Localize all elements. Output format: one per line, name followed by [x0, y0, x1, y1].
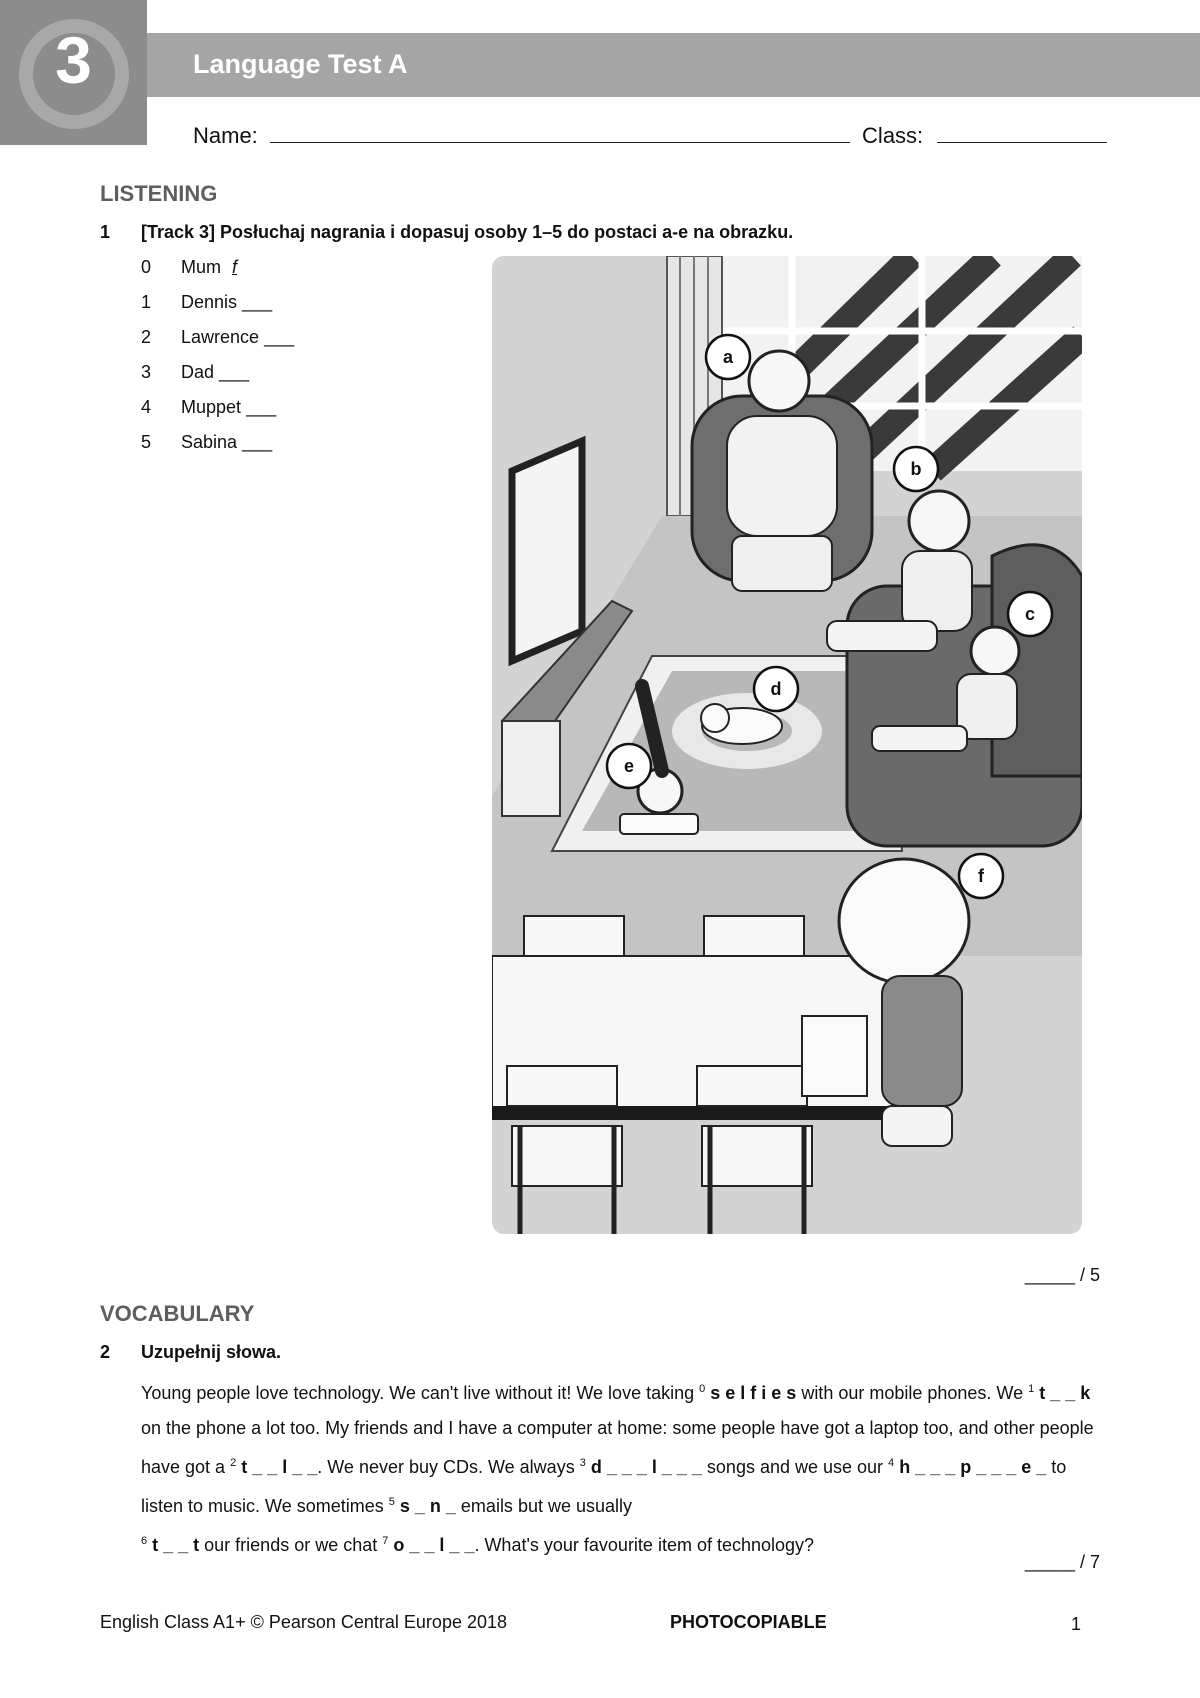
gap-word-6[interactable]: t _ _ t	[152, 1535, 200, 1555]
class-label: Class:	[862, 123, 924, 148]
gap-word-7[interactable]: o _ _ l _ _	[393, 1535, 475, 1555]
list-item: 0 Mum f	[141, 257, 243, 278]
answer-blank[interactable]: ___	[242, 292, 273, 312]
svg-text:d: d	[770, 679, 782, 699]
answer-blank[interactable]: ___	[246, 397, 277, 417]
list-item: 3 Dad ___	[141, 362, 250, 382]
picture-label-e	[607, 744, 651, 788]
picture-label-c	[1008, 592, 1052, 636]
page-number: 1	[1071, 1614, 1082, 1634]
name-label: Name:	[193, 123, 258, 148]
gap-word-3[interactable]: d _ _ _ l _ _ _	[590, 1457, 702, 1477]
gap-word-1[interactable]: t _ _ k	[1039, 1383, 1091, 1403]
living-room-illustration	[492, 256, 1082, 1234]
picture-label-b	[894, 447, 938, 491]
task-1-number: 1	[100, 222, 111, 242]
answer-blank[interactable]: ___	[219, 362, 250, 382]
picture-label-d	[754, 667, 798, 711]
task-2-number: 2	[100, 1342, 111, 1362]
unit-badge	[0, 0, 147, 145]
svg-text:f: f	[978, 866, 984, 886]
list-item: 2 Lawrence ___	[141, 327, 295, 347]
page-title: Language Test A	[193, 49, 408, 79]
title-bar	[147, 33, 1200, 97]
list-item: 4 Muppet ___	[141, 397, 277, 417]
answer-blank[interactable]: ___	[242, 432, 273, 452]
unit-number: 3	[55, 23, 92, 97]
answer-blank[interactable]: ___	[264, 327, 295, 347]
task-2-instruction: Uzupełnij słowa.	[141, 1342, 282, 1362]
listening-heading: LISTENING	[100, 181, 218, 206]
name-class-row	[193, 122, 1107, 149]
gap-word-0: s e l f i e s	[710, 1383, 797, 1403]
listening-score: _____ / 5	[1024, 1265, 1100, 1285]
vocabulary-heading: VOCABULARY	[100, 1301, 255, 1326]
svg-text:a: a	[722, 347, 734, 367]
name-field[interactable]	[270, 122, 850, 143]
list-item: 5 Sabina ___	[141, 432, 273, 452]
gap-word-4[interactable]: h _ _ _ p _ _ _ e _	[899, 1457, 1047, 1477]
svg-text:c: c	[1024, 604, 1036, 624]
example-answer: f	[232, 257, 238, 277]
class-field[interactable]	[937, 122, 1107, 143]
task-1-instruction: [Track 3] Posłuchaj nagrania i dopasuj osoby 1–5 do postaci a-e na obrazku.	[141, 222, 794, 242]
list-item: 1 Dennis ___	[141, 292, 273, 312]
footer-copyright: English Class A1+ © Pearson Central Europe 2018	[100, 1612, 508, 1632]
vocabulary-score: _____ / 7	[1024, 1552, 1100, 1572]
picture-label-a	[706, 335, 750, 379]
gap-fill-paragraph: Young people love technology. We can't live without it! We love taking $^0$ s e l f i e s with our mobile phones. We $^1$ t _ _ k on the phone a lot too. My friends and I have a computer at home: some people have got a laptop too, and other people have got a $^2$ t _ _ l _ _. We never buy CDs. We always $^3$ d _ _ _ l _ _ _ songs and we use our $^4$ h _ _ _ p _ _ _ e _ to listen to music. We sometimes $^5$ s _ n _ emails but we usually $^6$ t _ _ t our friends or we chat $^7$ o _ _ l _ _. What's your favourite item of technology?	[141, 1383, 1094, 1555]
footer-photocopiable: PHOTOCOPIABLE	[670, 1612, 827, 1632]
svg-text:b: b	[910, 459, 922, 479]
svg-text:e: e	[623, 756, 635, 776]
gap-word-5[interactable]: s _ n _	[399, 1496, 456, 1516]
gap-word-2[interactable]: t _ _ l _ _	[241, 1457, 318, 1477]
picture-label-f	[959, 854, 1003, 898]
